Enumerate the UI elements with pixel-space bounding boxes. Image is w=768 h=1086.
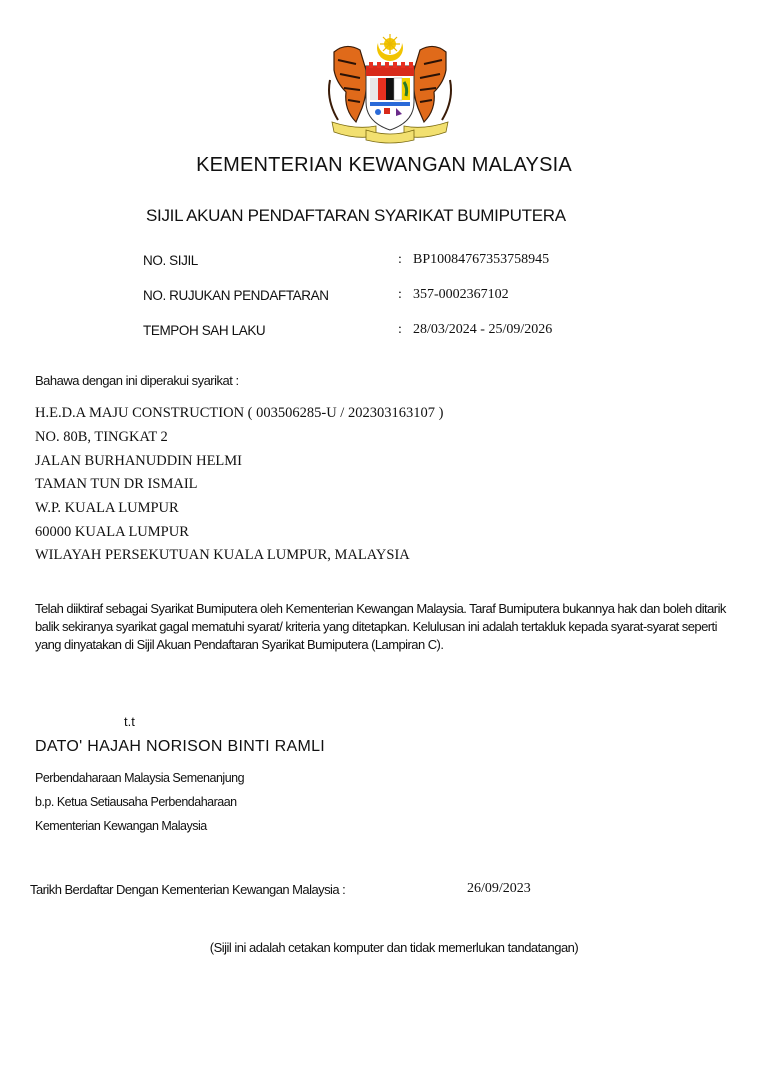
footer-note: (Sijil ini adalah cetakan komputer dan tidak memerlukan tandatangan) — [209, 940, 579, 955]
label-tempoh-sah-laku: TEMPOH SAH LAKU — [143, 323, 266, 338]
signatory-name: DATO' HAJAH NORISON BINTI RAMLI — [35, 738, 326, 755]
registration-date-label: Tarikh Berdaftar Dengan Kementerian Kewangan Malaysia : — [30, 882, 346, 897]
company-intro: Bahawa dengan ini diperakui syarikat : — [35, 373, 239, 388]
value-tempoh-sah-laku: 28/03/2024 - 25/09/2026 — [413, 322, 553, 337]
colon: : — [398, 287, 402, 302]
address-line: TAMAN TUN DR ISMAIL — [35, 476, 198, 492]
registration-date-value: 26/09/2023 — [467, 881, 531, 896]
tt-mark: t.t — [124, 714, 135, 729]
colon: : — [398, 252, 402, 267]
label-no-rujukan: NO. RUJUKAN PENDAFTARAN — [143, 288, 329, 303]
address-line: 60000 KUALA LUMPUR — [35, 524, 189, 540]
malaysia-coat-of-arms-icon — [326, 30, 454, 144]
address-line: JALAN BURHANUDDIN HELMI — [35, 453, 243, 469]
address-line: W.P. KUALA LUMPUR — [35, 500, 179, 516]
address-line: NO. 80B, TINGKAT 2 — [35, 429, 168, 445]
company-name: H.E.D.A MAJU CONSTRUCTION ( 003506285-U / 202303163107 ) — [35, 405, 444, 421]
recognition-statement: Telah diiktiraf sebagai Syarikat Bumiputera oleh Kementerian Kewangan Malaysia. Taraf Bumiputera bukannya hak dan boleh ditarik balik sekiranya syarikat gagal mematuhi syarat/ kriteria yang ditetapkan. Kelulusan ini adalah tertakluk kepada syarat-syarat seperti yang dinyatakan di Sijil Akuan Pendaftaran Syarikat Bumiputera (Lampiran C). — [35, 601, 726, 652]
signatory-ministry: Kementerian Kewangan Malaysia — [35, 819, 207, 833]
ministry-title: KEMENTERIAN KEWANGAN MALAYSIA — [196, 154, 572, 176]
signatory-office: Perbendaharaan Malaysia Semenanjung — [35, 771, 245, 785]
address-line: WILAYAH PERSEKUTUAN KUALA LUMPUR, MALAYSIA — [35, 547, 410, 563]
value-no-sijil: BP10084767353758945 — [413, 252, 550, 267]
certificate-title: SIJIL AKUAN PENDAFTARAN SYARIKAT BUMIPUTERA — [146, 206, 566, 225]
label-no-sijil: NO. SIJIL — [143, 253, 198, 268]
colon: : — [398, 322, 402, 337]
signatory-on-behalf: b.p. Ketua Setiausaha Perbendaharaan — [35, 795, 237, 809]
value-no-rujukan: 357-0002367102 — [413, 287, 509, 302]
